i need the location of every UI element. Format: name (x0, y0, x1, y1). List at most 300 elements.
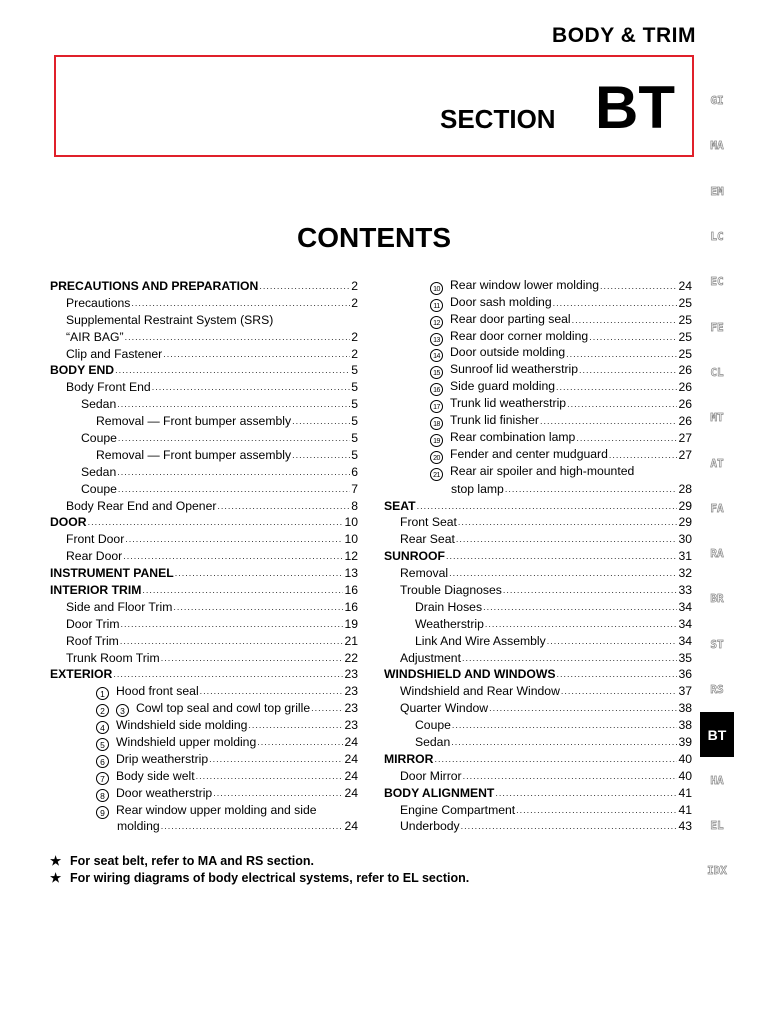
toc-page-number: 5 (351, 397, 358, 412)
header-title: BODY & TRIM (552, 24, 696, 47)
toc-page-number: 16 (344, 583, 358, 598)
toc-entry-title (384, 498, 416, 515)
section-tab-fa[interactable]: FA (710, 501, 724, 515)
toc-page-number: 27 (678, 431, 692, 445)
section-tab-em[interactable]: EM (710, 184, 724, 198)
toc-entry-text: Door Mirror (400, 768, 462, 783)
section-tab-ha[interactable]: HA (710, 773, 724, 787)
toc-entry[interactable] (384, 312, 692, 329)
item-number-badge: 16 (430, 383, 443, 396)
toc-entry[interactable] (384, 582, 692, 599)
dot-leader (505, 481, 678, 498)
toc-page-number: 24 (344, 735, 358, 750)
toc-page-number: 16 (344, 599, 358, 614)
toc-entry-text: Coupe (81, 431, 117, 445)
toc-entry[interactable] (50, 565, 358, 582)
footnote (50, 870, 469, 887)
toc-entry[interactable] (384, 514, 692, 531)
toc-entry-text: Quarter Window (400, 701, 489, 716)
toc-page-number: 2 (351, 346, 358, 361)
toc-entry-title (430, 412, 539, 430)
toc-entry[interactable] (50, 329, 358, 346)
toc-entry[interactable] (384, 802, 692, 819)
toc-entry-title (81, 464, 116, 481)
footnote-text: For seat belt, refer to MA and RS section. (70, 854, 315, 868)
toc-entry-title (384, 751, 433, 768)
toc-entry-title (50, 565, 174, 582)
dot-leader (483, 599, 677, 616)
toc-page-number: 33 (678, 583, 692, 598)
section-tab-mt[interactable]: MT (710, 411, 724, 425)
dot-leader (217, 498, 350, 515)
toc-entry-title (66, 599, 172, 616)
toc-entry-text: Rear combination lamp (450, 429, 576, 444)
toc-page-number: 23 (344, 718, 358, 733)
toc-entry[interactable] (50, 599, 358, 616)
dot-leader (118, 430, 350, 447)
toc-entry-title (400, 818, 460, 835)
section-tab-br[interactable]: BR (710, 592, 724, 606)
toc-entry[interactable] (384, 498, 692, 515)
toc-entry-text: Trunk lid weatherstrip (450, 396, 567, 411)
section-tab-bt[interactable]: BT (700, 712, 734, 757)
dot-leader (572, 312, 678, 329)
toc-entry[interactable] (50, 362, 358, 379)
toc-entry[interactable] (384, 464, 692, 481)
item-number-badge: 9 (96, 806, 109, 819)
toc-page-number: 35 (678, 650, 692, 665)
toc-page-number: 29 (678, 515, 692, 530)
toc-page-number: 41 (678, 802, 692, 817)
toc-entry-title (96, 768, 195, 785)
toc-entry-text: Trunk Room Trim (66, 650, 160, 665)
toc-entry[interactable] (50, 683, 358, 700)
dot-leader (461, 818, 678, 835)
dot-leader (257, 734, 343, 751)
toc-entry[interactable] (50, 447, 358, 464)
toc-entry-title (96, 700, 310, 717)
section-tab-rs[interactable]: RS (710, 683, 724, 696)
toc-page-number: 31 (678, 549, 692, 564)
toc-entry[interactable] (384, 616, 692, 633)
toc-entry-title (430, 481, 504, 498)
toc-page-number: 24 (344, 819, 358, 834)
item-number-badge: 10 (430, 282, 443, 295)
toc-entry-text: PRECAUTIONS AND PREPARATION (50, 278, 259, 293)
toc-entry-text: Front Seat (400, 515, 457, 530)
section-tab-cl[interactable]: CL (710, 365, 724, 379)
dot-leader (142, 582, 343, 599)
dot-leader (117, 396, 350, 413)
dot-leader (458, 514, 678, 531)
toc-page-number: 43 (678, 819, 692, 834)
star-icon: ★ (50, 870, 62, 885)
toc-page-number: 24 (344, 785, 358, 800)
section-tab-ra[interactable]: RA (710, 547, 724, 561)
section-tab-gi[interactable]: GI (710, 94, 724, 108)
toc-entry-title (400, 582, 502, 599)
toc-page-number: 26 (678, 380, 692, 395)
toc-entry-title (66, 329, 124, 346)
toc-entry-text: INTERIOR TRIM (50, 583, 142, 598)
toc-entry[interactable] (384, 346, 692, 363)
toc-entry[interactable] (384, 768, 692, 785)
toc-entry-title (96, 683, 199, 700)
dot-leader (434, 751, 677, 768)
section-tab-fe[interactable]: FE (710, 320, 724, 334)
toc-entry-title (66, 548, 122, 565)
toc-entry-title (81, 430, 117, 447)
toc-page-number: 2 (351, 278, 358, 293)
toc-entry[interactable] (50, 768, 358, 785)
toc-entry[interactable] (384, 531, 692, 548)
toc-entry-title (430, 463, 634, 481)
toc-entry-title (384, 548, 445, 565)
dot-leader (115, 362, 350, 379)
toc-entry-text: Side and Floor Trim (66, 599, 173, 614)
dot-leader (561, 683, 678, 700)
dot-leader (589, 329, 677, 346)
dot-leader (452, 717, 678, 734)
footnote-text: For wiring diagrams of body electrical systems, refer to EL section. (70, 870, 470, 885)
toc-entry-title (66, 346, 162, 363)
toc-entry-title (415, 599, 482, 616)
toc-entry[interactable] (50, 430, 358, 447)
toc-entry[interactable] (384, 396, 692, 413)
dot-leader (173, 599, 343, 616)
toc-entry[interactable] (384, 666, 692, 683)
dot-leader (125, 329, 351, 346)
toc-entry-text: Body Front End (66, 380, 151, 395)
toc-page-number: 23 (344, 667, 358, 682)
dot-leader (248, 717, 343, 734)
toc-entry[interactable] (384, 717, 692, 734)
toc-entry[interactable] (50, 464, 358, 481)
toc-entry-title (384, 666, 556, 683)
toc-entry-title (430, 429, 575, 447)
section-tab-el[interactable]: EL (710, 818, 724, 832)
toc-entry[interactable] (384, 734, 692, 751)
toc-entry[interactable] (50, 751, 358, 768)
toc-entry[interactable] (50, 819, 358, 836)
dot-leader (503, 582, 678, 599)
toc-page-number: 38 (678, 718, 692, 733)
section-tab-ma[interactable]: MA (710, 139, 724, 153)
toc-entry[interactable] (50, 650, 358, 667)
toc-entry-title (400, 700, 488, 717)
toc-entry[interactable] (50, 802, 358, 819)
dot-leader (540, 413, 677, 430)
item-number-badge: 2 (96, 704, 109, 717)
toc-page-number: 7 (351, 481, 358, 496)
toc-entry-text: Rear door corner molding (450, 328, 589, 343)
toc-page-number: 38 (678, 701, 692, 716)
section-tab-strip (700, 78, 734, 893)
item-number-badge: 20 (430, 451, 443, 464)
section-label: SECTION (440, 104, 556, 134)
toc-entry[interactable] (384, 751, 692, 768)
dot-leader (88, 514, 344, 531)
toc-page-number: 40 (678, 751, 692, 766)
toc-entry-text: Removal (400, 566, 449, 581)
toc-entry-text: Removal — Front bumper assembly (96, 414, 292, 429)
toc-entry[interactable] (50, 734, 358, 751)
toc-page-number: 23 (344, 684, 358, 699)
dot-leader (163, 346, 350, 363)
toc-entry-title (415, 633, 546, 650)
toc-entry-title (96, 785, 212, 802)
toc-entry-text: EXTERIOR (50, 667, 113, 682)
toc-page-number: 25 (678, 312, 692, 327)
toc-entry-title (430, 395, 566, 413)
toc-entry[interactable] (50, 278, 358, 295)
dot-leader (123, 548, 343, 565)
toc-entry[interactable] (50, 481, 358, 498)
toc-page-number: 5 (351, 380, 358, 395)
toc-page-number: 5 (351, 431, 358, 445)
toc-entry-title (400, 514, 457, 531)
toc-page-number: 39 (678, 735, 692, 750)
toc-entry-title (66, 379, 151, 396)
toc-entry-text: Adjustment (400, 650, 461, 665)
toc-page-number: 26 (678, 363, 692, 378)
toc-entry-title (96, 818, 160, 835)
toc-entry[interactable] (50, 548, 358, 565)
toc-entry-title (430, 446, 608, 464)
item-number-badge: 6 (96, 755, 109, 768)
toc-page-number: 36 (678, 667, 692, 682)
toc-entry-title (50, 582, 141, 599)
toc-entry[interactable] (50, 717, 358, 734)
toc-page-number: 5 (351, 414, 358, 429)
toc-entry-title (400, 565, 448, 582)
toc-page-number: 12 (344, 549, 358, 564)
toc-entry[interactable] (384, 565, 692, 582)
toc-page-number: 34 (678, 616, 692, 631)
toc-page-number: 37 (678, 684, 692, 699)
toc-entry[interactable] (384, 633, 692, 650)
toc-entry-text: Body Rear End and Opener (66, 498, 217, 513)
toc-entry-title (66, 295, 130, 312)
toc-entry-text: Windshield upper molding (116, 734, 257, 749)
toc-entry-title (400, 802, 515, 819)
contents-title: CONTENTS (297, 222, 451, 253)
toc-entry[interactable] (384, 548, 692, 565)
toc-entry[interactable] (384, 430, 692, 447)
dot-leader (609, 447, 678, 464)
toc-page-number: 6 (351, 464, 358, 479)
toc-entry-title (415, 717, 451, 734)
toc-entry-title (81, 481, 117, 498)
toc-entry[interactable] (384, 700, 692, 717)
toc-entry[interactable] (50, 413, 358, 430)
toc-entry-title (96, 447, 291, 464)
item-number-badge: 1 (96, 687, 109, 700)
dot-leader (196, 768, 344, 785)
toc-entry[interactable] (50, 346, 358, 363)
toc-entry-title (96, 751, 208, 768)
dot-leader (152, 379, 351, 396)
toc-page-number: 41 (678, 785, 692, 800)
toc-entry[interactable] (50, 633, 358, 650)
dot-leader (175, 565, 344, 582)
toc-entry-title (50, 278, 258, 295)
section-code: BT (595, 74, 675, 141)
toc-entry[interactable] (384, 599, 692, 616)
toc-entry-text: Underbody (400, 819, 460, 834)
toc-entry-text: Supplemental Restraint System (SRS) (66, 312, 274, 327)
toc-page-number: 2 (351, 295, 358, 310)
toc-entry-title (50, 514, 87, 531)
toc-entry-text: INSTRUMENT PANEL (50, 566, 174, 581)
dot-leader (209, 751, 343, 768)
toc-entry-title (415, 734, 450, 751)
toc-entry-text: Door outside molding (450, 345, 566, 360)
toc-entry-text: MIRROR (384, 751, 434, 766)
dot-leader (556, 379, 677, 396)
toc-page-number: 24 (678, 278, 692, 293)
toc-entry-text: Removal — Front bumper assembly (96, 447, 292, 462)
dot-leader (579, 362, 677, 379)
toc-entry[interactable] (384, 379, 692, 396)
toc-entry-text: BODY END (50, 363, 115, 378)
toc-page-number: 25 (678, 346, 692, 361)
toc-entry-text: Hood front seal (116, 684, 199, 699)
toc-entry-text: Roof Trim (66, 633, 119, 648)
toc-entry[interactable] (50, 666, 358, 683)
toc-page-number: 32 (678, 566, 692, 581)
toc-entry-text: Rear Door (66, 549, 123, 564)
toc-entry[interactable] (50, 396, 358, 413)
dot-leader (495, 785, 677, 802)
toc-entry-text: WINDSHIELD AND WINDOWS (384, 667, 556, 682)
toc-page-number: 25 (678, 295, 692, 310)
dot-leader (462, 650, 677, 667)
toc-entry-title (430, 277, 599, 295)
item-number-badge: 3 (116, 704, 129, 717)
toc-entry[interactable] (50, 785, 358, 802)
toc-entry-text: Coupe (415, 718, 451, 733)
dot-leader (456, 531, 678, 548)
toc-entry[interactable] (50, 514, 358, 531)
toc-page-number: 30 (678, 532, 692, 547)
toc-entry[interactable] (50, 700, 358, 717)
toc-entry-title (430, 344, 565, 362)
toc-entry[interactable] (384, 683, 692, 700)
toc-entry-text: Link And Wire Assembly (415, 633, 546, 648)
toc-page-number: 8 (351, 498, 358, 513)
toc-entry[interactable] (384, 819, 692, 836)
toc-entry-text: Cowl top seal and cowl top grille (136, 701, 311, 716)
toc-entry-title (66, 650, 160, 667)
toc-page-number: 22 (344, 650, 358, 665)
toc-entry-title (400, 531, 455, 548)
toc-entry-text: Rear window lower molding (450, 277, 600, 292)
toc-entry-text: DOOR (50, 515, 87, 530)
toc-page-number: 23 (344, 701, 358, 716)
toc-entry-text: Weatherstrip (415, 616, 484, 631)
toc-entry-title (96, 717, 247, 734)
section-tab-ec[interactable]: EC (710, 275, 724, 289)
toc-entry-text: BODY ALIGNMENT (384, 785, 495, 800)
toc-entry[interactable] (384, 785, 692, 802)
toc-entry-title (430, 378, 555, 396)
toc-page-number: 26 (678, 397, 692, 412)
toc-entry[interactable] (50, 616, 358, 633)
dot-leader (463, 768, 678, 785)
toc-entry[interactable] (50, 498, 358, 515)
item-number-badge: 4 (96, 721, 109, 734)
toc-entry-text: SEAT (384, 498, 416, 513)
toc-entry-title (415, 616, 484, 633)
dot-leader (213, 785, 343, 802)
section-tab-st[interactable]: ST (710, 637, 724, 651)
item-number-badge: 21 (430, 468, 443, 481)
toc-entry-text: SUNROOF (384, 549, 445, 564)
toc-entry-title (96, 413, 291, 430)
dot-leader (113, 666, 343, 683)
item-number-badge: 12 (430, 316, 443, 329)
toc-entry-text: Fender and center mudguard (450, 446, 608, 461)
toc-entry-text: Rear Seat (400, 532, 455, 547)
toc-entry[interactable] (384, 447, 692, 464)
dot-leader (446, 548, 678, 565)
toc-entry[interactable] (384, 650, 692, 667)
toc-entry-title (66, 312, 273, 329)
toc-entry[interactable] (50, 295, 358, 312)
toc-entry[interactable] (384, 362, 692, 379)
toc-entry-text: Sedan (81, 464, 117, 479)
section-tab-at[interactable]: AT (710, 456, 724, 470)
toc-entry[interactable] (50, 582, 358, 599)
item-number-badge: 17 (430, 400, 443, 413)
dot-leader (557, 666, 678, 683)
dot-leader (121, 616, 344, 633)
toc-entry-text: Windshield side molding (116, 718, 248, 733)
toc-entry[interactable] (50, 379, 358, 396)
toc-entry[interactable] (50, 312, 358, 329)
section-tab-idx[interactable]: IDX (707, 864, 727, 878)
dot-leader (161, 818, 344, 835)
toc-page-number: 2 (351, 329, 358, 344)
toc-entry-title (50, 362, 114, 379)
toc-entry[interactable] (50, 531, 358, 548)
toc-entry-text: Coupe (81, 481, 117, 496)
dot-leader (600, 278, 677, 295)
toc-entry[interactable] (384, 481, 692, 498)
toc-entry-text: Door Trim (66, 616, 120, 631)
toc-entry[interactable] (384, 278, 692, 295)
toc-page-number: 34 (678, 633, 692, 648)
toc-entry-title (96, 734, 256, 751)
item-number-badge: 7 (96, 772, 109, 785)
toc-entry-title (66, 531, 124, 548)
dot-leader (547, 633, 678, 650)
dot-leader (567, 396, 677, 413)
dot-leader (118, 481, 350, 498)
toc-entry[interactable] (384, 295, 692, 312)
toc-entry-text: Engine Compartment (400, 802, 516, 817)
toc-entry-text: Sedan (81, 397, 117, 412)
toc-entry-text: Clip and Fastener (66, 346, 163, 361)
toc-page-number: 29 (678, 498, 692, 513)
toc-entry-text: Door sash molding (450, 294, 552, 309)
toc-entry[interactable] (384, 329, 692, 346)
toc-entry[interactable] (384, 413, 692, 430)
toc-entry-text: Rear window upper molding and side (116, 802, 317, 817)
section-tab-lc[interactable]: LC (710, 230, 724, 244)
dot-leader (516, 802, 677, 819)
